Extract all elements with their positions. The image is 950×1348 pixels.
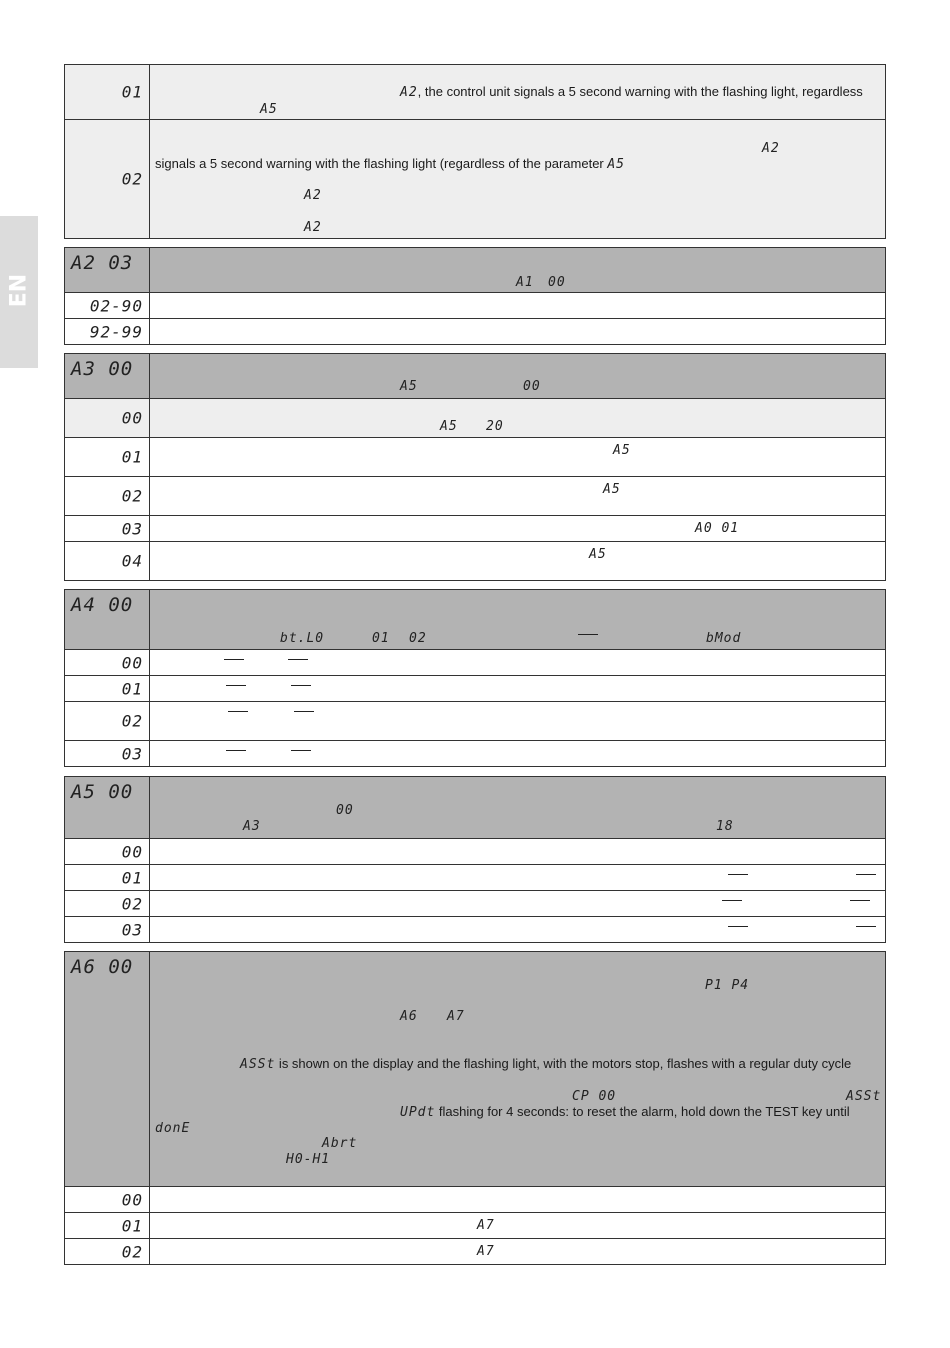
table-a3 (64, 353, 886, 581)
param-code: 01 (372, 631, 390, 646)
description-text (155, 156, 625, 172)
param-code: A7 (477, 1244, 495, 1259)
dc-symbol-icon (856, 926, 876, 928)
header-text (400, 1104, 850, 1120)
table-row (65, 650, 886, 676)
dc-symbol-icon (578, 634, 598, 636)
table-row (65, 293, 886, 319)
value-cell (65, 319, 150, 345)
value-cell (65, 542, 150, 581)
header-text (846, 1088, 881, 1104)
description-cell (150, 477, 886, 516)
table-row (65, 399, 886, 438)
param-cell (65, 777, 150, 839)
header-description-cell (150, 952, 886, 1187)
param-cell (65, 952, 150, 1187)
description-fragment: , the control unit signals a 5 second warning with the flashing light, regardless (417, 84, 863, 99)
language-tab-label: EN (6, 273, 32, 308)
value-cell (65, 438, 150, 477)
param-code: A3 (243, 819, 261, 834)
description-text (762, 140, 780, 156)
table-row (65, 865, 886, 891)
param-code: 18 (716, 819, 734, 834)
value-cell (65, 865, 150, 891)
value-cell (65, 891, 150, 917)
description-fragment: flashing for 4 seconds: to reset the alarm, hold down the TEST key until (435, 1104, 850, 1119)
value-code: 02 (121, 711, 143, 731)
param-code: A5 (589, 547, 607, 562)
header-text (400, 1008, 418, 1024)
param-code: A5 (260, 102, 278, 117)
param-code: A5 (603, 482, 621, 497)
param-code: donE (155, 1121, 191, 1136)
value-cell (65, 516, 150, 542)
header-text (516, 274, 534, 290)
value-cell (65, 1187, 150, 1213)
table-a1-continued (64, 64, 886, 239)
table-row (65, 676, 886, 702)
value-code: 01 (121, 82, 143, 102)
value-cell (65, 917, 150, 943)
value-cell (65, 1239, 150, 1265)
header-description-cell (150, 590, 886, 650)
value-cell (65, 839, 150, 865)
param-code: P1 P4 (705, 978, 750, 993)
param-code: 00 (523, 379, 541, 394)
param-code: bt.L0 (280, 631, 325, 646)
description-cell (150, 865, 886, 891)
value-code: 03 (121, 519, 143, 538)
value-code: 04 (121, 551, 143, 571)
description-cell (150, 891, 886, 917)
header-text (400, 378, 418, 394)
table-row (65, 438, 886, 477)
table-row (65, 891, 886, 917)
param-code: A1 (516, 275, 534, 290)
param-cell (65, 354, 150, 399)
description-cell (150, 120, 886, 239)
param-code: A2 03 (71, 252, 134, 274)
param-cell (65, 248, 150, 293)
header-text (336, 802, 354, 818)
param-code: A7 (477, 1218, 495, 1233)
value-cell (65, 293, 150, 319)
description-cell (150, 399, 886, 438)
description-cell (150, 1239, 886, 1265)
value-code: 03 (121, 744, 143, 763)
description-cell (150, 438, 886, 477)
header-description-cell (150, 354, 886, 399)
value-code: 00 (121, 653, 143, 672)
param-code: 00 (548, 275, 566, 290)
param-code: 00 (336, 803, 354, 818)
description-cell (150, 293, 886, 319)
description-cell (150, 516, 886, 542)
dc-symbol-icon (226, 750, 246, 752)
dc-symbol-icon (728, 926, 748, 928)
param-code: A2 (762, 141, 780, 156)
param-code: CP 00 (572, 1089, 617, 1104)
param-code: UPdt (400, 1105, 436, 1120)
param-code: A7 (447, 1009, 465, 1024)
description-text (304, 219, 322, 235)
header-text (572, 1088, 616, 1104)
table-row (65, 120, 886, 239)
header-text (280, 630, 324, 646)
param-code: A5 00 (71, 781, 134, 803)
dc-symbol-icon (291, 750, 311, 752)
header-text (155, 1120, 190, 1136)
table-row (65, 741, 886, 767)
description-text (477, 1243, 495, 1259)
table-row (65, 1187, 886, 1213)
description-cell (150, 65, 886, 120)
param-cell (65, 590, 150, 650)
table-row (65, 516, 886, 542)
table-header-row (65, 590, 886, 650)
value-cell (65, 120, 150, 239)
description-text (486, 418, 504, 434)
table-row (65, 839, 886, 865)
header-text (705, 977, 749, 993)
description-cell (150, 319, 886, 345)
value-cell (65, 741, 150, 767)
value-code: 01 (121, 1216, 143, 1235)
header-description-cell (150, 248, 886, 293)
value-code: 00 (121, 842, 143, 861)
value-cell (65, 650, 150, 676)
description-cell (150, 917, 886, 943)
value-code: 01 (121, 447, 143, 467)
value-cell (65, 477, 150, 516)
description-cell (150, 839, 886, 865)
header-text (322, 1135, 357, 1151)
table-row (65, 65, 886, 120)
header-text (523, 378, 541, 394)
param-code: H0-H1 (286, 1152, 331, 1167)
table-row (65, 319, 886, 345)
param-code: A0 01 (695, 521, 740, 536)
description-text (260, 101, 278, 117)
header-description-cell (150, 777, 886, 839)
value-cell (65, 1213, 150, 1239)
header-text (243, 818, 261, 834)
param-code: Abrt (322, 1136, 358, 1151)
table-header-row (65, 777, 886, 839)
description-text (477, 1217, 495, 1233)
param-code: A2 (304, 188, 322, 203)
dc-symbol-icon (288, 659, 308, 661)
language-tab (0, 216, 38, 368)
header-text (548, 274, 566, 290)
param-code: A5 (440, 419, 458, 434)
param-code: A2 (400, 85, 418, 100)
param-code: A2 (304, 220, 322, 235)
header-text (286, 1151, 330, 1167)
description-text (304, 187, 322, 203)
table-a2 (64, 247, 886, 345)
description-cell (150, 1187, 886, 1213)
dc-symbol-icon (226, 685, 246, 687)
description-cell (150, 1213, 886, 1239)
header-text (716, 818, 734, 834)
dc-symbol-icon (850, 900, 870, 902)
description-text (613, 442, 631, 458)
dc-symbol-icon (856, 874, 876, 876)
table-header-row (65, 248, 886, 293)
value-code: 03 (121, 920, 143, 939)
description-cell (150, 702, 886, 741)
param-code: bMod (706, 631, 742, 646)
table-header-row (65, 952, 886, 1187)
param-code: A5 (607, 157, 626, 172)
description-cell (150, 741, 886, 767)
description-cell (150, 676, 886, 702)
dc-symbol-icon (224, 659, 244, 661)
param-code: A5 (400, 379, 418, 394)
description-text (589, 546, 607, 562)
param-code: A5 (613, 443, 631, 458)
table-a5 (64, 776, 886, 943)
value-code: 02-90 (89, 296, 143, 315)
table-header-row (65, 354, 886, 399)
value-cell (65, 702, 150, 741)
table-row (65, 1213, 886, 1239)
param-code: ASSt (846, 1089, 882, 1104)
table-a4 (64, 589, 886, 767)
description-text (400, 84, 863, 100)
param-code: A6 (400, 1009, 418, 1024)
table-a6 (64, 951, 886, 1265)
value-code: 02 (121, 894, 143, 913)
value-code: 00 (121, 1190, 143, 1209)
value-code: 02 (121, 1242, 143, 1261)
header-text (447, 1008, 465, 1024)
dc-symbol-icon (291, 685, 311, 687)
value-cell (65, 399, 150, 438)
value-code: 00 (121, 408, 143, 428)
param-code: ASSt (240, 1057, 276, 1072)
description-cell (150, 542, 886, 581)
table-row (65, 542, 886, 581)
dc-symbol-icon (728, 874, 748, 876)
description-text (695, 520, 739, 536)
value-code: 02 (121, 486, 143, 506)
description-cell (150, 650, 886, 676)
dc-symbol-icon (294, 711, 314, 713)
header-text (409, 630, 427, 646)
table-row (65, 477, 886, 516)
header-text (706, 630, 741, 646)
description-fragment: is shown on the display and the flashing light, with the motors stop, flashes with a regular duty cycle (275, 1056, 852, 1071)
description-text (440, 418, 458, 434)
table-row (65, 917, 886, 943)
header-text (240, 1056, 851, 1072)
value-code: 02 (121, 169, 143, 189)
header-text (372, 630, 390, 646)
value-code: 92-99 (89, 322, 143, 341)
value-cell (65, 676, 150, 702)
table-row (65, 702, 886, 741)
param-code: A4 00 (71, 594, 134, 616)
param-code: A6 00 (71, 956, 134, 978)
description-text (603, 481, 621, 497)
param-code: A3 00 (71, 358, 134, 380)
param-code: 02 (409, 631, 427, 646)
value-cell (65, 65, 150, 120)
param-code: 20 (486, 419, 504, 434)
value-code: 01 (121, 868, 143, 887)
description-fragment: signals a 5 second warning with the flashing light (regardless of the parameter (155, 156, 608, 171)
table-row (65, 1239, 886, 1265)
dc-symbol-icon (722, 900, 742, 902)
value-code: 01 (121, 679, 143, 698)
dc-symbol-icon (228, 711, 248, 713)
